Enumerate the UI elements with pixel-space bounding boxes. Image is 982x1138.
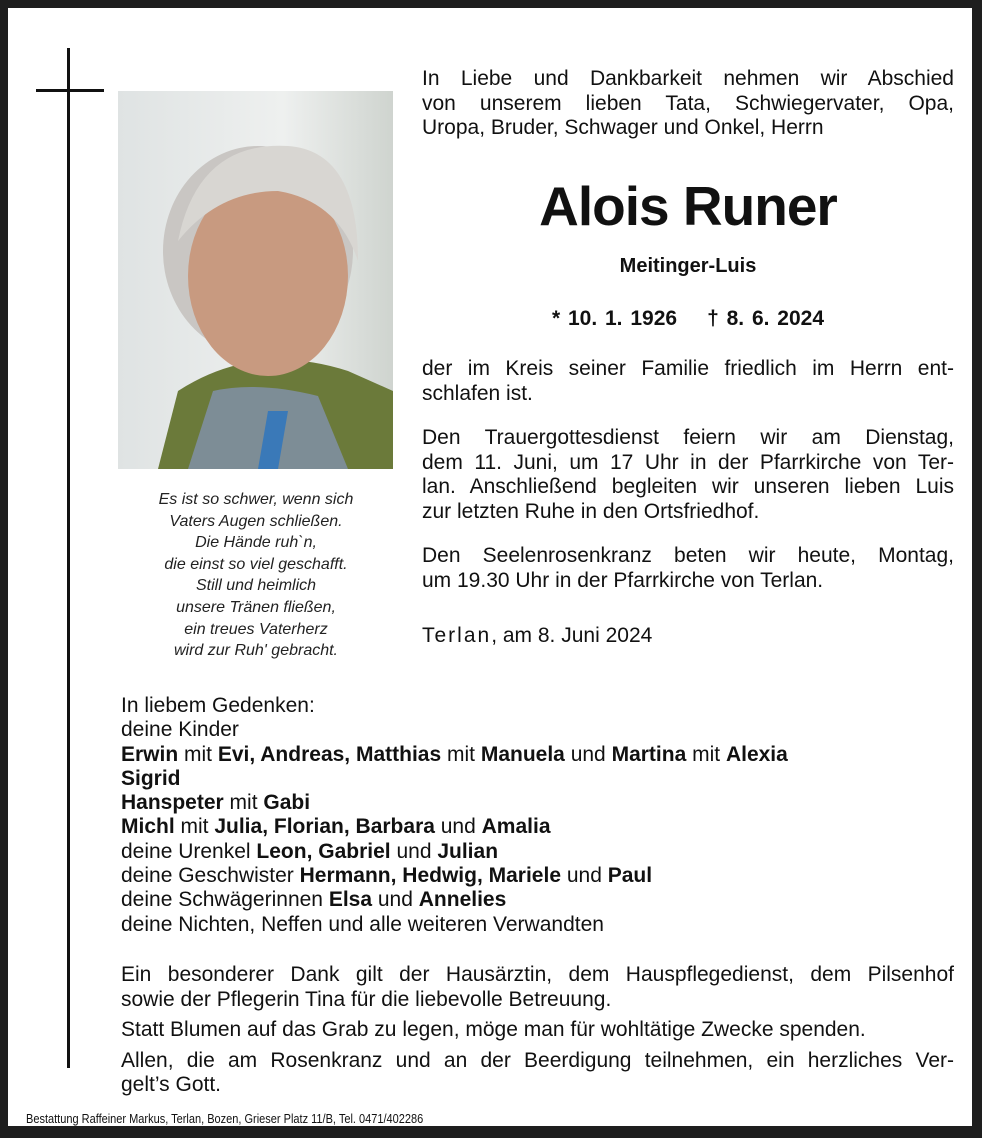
family-name: Amalia — [481, 815, 551, 839]
family-line — [121, 743, 788, 767]
family-text: und — [390, 839, 438, 863]
family-name: Hermann, Hedwig, Mariele — [299, 864, 561, 888]
family-line — [121, 864, 788, 888]
paragraph-line: schlafen ist. — [422, 381, 533, 405]
family-text: und — [561, 864, 608, 888]
place-date — [422, 624, 954, 649]
paragraph — [422, 357, 954, 406]
family-name: Martina — [611, 742, 687, 766]
family-name: Paul — [607, 864, 653, 888]
thanks-paragraph — [121, 1049, 954, 1098]
intro-line: von unserem lieben Tata, Schwiegervater, Opa, — [422, 91, 954, 115]
paragraph-line: lan. Anschließend begleiten wir unseren lieben Luis — [422, 475, 954, 498]
family-text: mit — [441, 742, 481, 766]
cross-icon-bar — [36, 89, 104, 92]
poem-line: wird zur Ruh' gebracht. — [173, 642, 338, 660]
family-name: Erwin — [121, 742, 179, 766]
family-line — [121, 791, 788, 815]
paragraph-line: zur letzten Ruhe in den Ortsfriedhof. — [422, 499, 760, 523]
paragraph-line: Den Trauergottesdienst feiern wir am Dienstag, — [422, 426, 954, 449]
paragraph — [422, 544, 954, 593]
poem-line: ein treues Vaterherz — [184, 620, 328, 638]
family-line — [121, 815, 788, 839]
family-text: In liebem Gedenken: — [121, 694, 315, 717]
thanks-line: Allen, die am Rosenkranz und an der Beerdigung teilnehmen, ein herzliches Ver- — [121, 1048, 954, 1072]
paragraph-line: der im Kreis seiner Familie friedlich im Herrn ent- — [422, 357, 954, 380]
family-text: mit — [686, 742, 726, 766]
family-text: deine Nichten, Neffen und alle weiteren Verwandten — [121, 912, 604, 936]
announcement-text — [422, 357, 954, 613]
intro-text — [422, 67, 954, 141]
family-name: Manuela — [480, 742, 565, 766]
family-name: Evi, Andreas, Matthias — [217, 742, 442, 766]
intro-line: Uropa, Bruder, Schwager und Onkel, Herrn — [422, 116, 824, 139]
family-line — [121, 718, 788, 742]
portrait-photo — [118, 91, 393, 469]
family-text: deine Kinder — [121, 718, 239, 742]
thanks-line: sowie der Pflegerin Tina für die liebevolle Betreuung. — [121, 987, 612, 1011]
poem-line: Vaters Augen schließen. — [169, 512, 343, 530]
death-date: † 8. 6. 2024 — [707, 307, 825, 330]
birth-date: * 10. 1. 1926 — [551, 307, 678, 330]
family-text: und — [434, 815, 482, 839]
family-name: Hanspeter — [121, 791, 224, 815]
cross-icon — [67, 48, 70, 1068]
family-name: Michl — [121, 815, 175, 839]
date: , am 8. Juni 2024 — [491, 624, 653, 647]
family-text: mit — [178, 742, 218, 766]
place: Terlan — [422, 624, 492, 647]
paragraph — [422, 426, 954, 524]
poem-line: Still und heimlich — [195, 577, 317, 595]
family-list — [121, 694, 788, 937]
deceased-name: Alois Runer — [539, 175, 837, 237]
paragraph-line: Den Seelenrosenkranz beten wir heute, Montag, — [422, 544, 954, 567]
poem-line: Es ist so schwer, wenn sich — [158, 491, 354, 508]
family-line — [121, 767, 788, 791]
family-text: und — [564, 742, 612, 766]
family-line — [121, 888, 788, 912]
family-line — [121, 694, 788, 718]
family-name: Leon, Gabriel — [256, 839, 391, 863]
funeral-home-footer: Bestattung Raffeiner Markus, Terlan, Bozen, Grieser Platz 11/B, Tel. 0471/402286 — [26, 1112, 424, 1126]
poem-line: Die Hände ruh`n, — [195, 534, 317, 552]
poem-line: die einst so viel geschafft. — [164, 555, 348, 573]
family-text: mit — [223, 791, 264, 815]
family-name: Julian — [437, 839, 499, 863]
thanks-paragraph — [121, 1018, 954, 1043]
poem — [108, 489, 404, 662]
paragraph-line: dem 11. Juni, um 17 Uhr in der Pfarrkirche von Ter- — [422, 450, 954, 474]
family-text: und — [372, 888, 419, 912]
family-text: deine Geschwister — [121, 864, 300, 888]
family-name: Sigrid — [121, 766, 181, 790]
family-line — [121, 840, 788, 864]
family-name: Elsa — [328, 888, 373, 912]
thanks-text — [121, 963, 954, 1104]
thanks-line: Statt Blumen auf das Grab zu legen, möge man für wohltätige Zwecke spenden. — [121, 1018, 866, 1041]
intro-line: In Liebe und Dankbarkeit nehmen wir Abschied — [422, 67, 954, 90]
life-dates — [422, 307, 954, 331]
family-line — [121, 913, 788, 937]
obituary-card — [8, 8, 972, 1126]
thanks-line: Ein besonderer Dank gilt der Hausärztin, dem Hauspflegedienst, dem Pilsenhof — [121, 963, 954, 986]
family-name: Alexia — [725, 742, 788, 766]
family-name: Julia, Florian, Barbara — [214, 815, 435, 839]
family-name: Gabi — [263, 791, 311, 815]
family-text: deine Schwägerinnen — [121, 888, 329, 912]
paragraph-line: um 19.30 Uhr in der Pfarrkirche von Terlan. — [422, 568, 824, 592]
family-text: mit — [174, 815, 215, 839]
thanks-line: gelt’s Gott. — [121, 1073, 221, 1096]
nickname: Meitinger-Luis — [619, 255, 757, 277]
family-text: deine Urenkel — [121, 839, 257, 863]
thanks-paragraph — [121, 963, 954, 1012]
poem-line: unsere Tränen fließen, — [176, 598, 336, 616]
family-name: Annelies — [418, 888, 507, 912]
